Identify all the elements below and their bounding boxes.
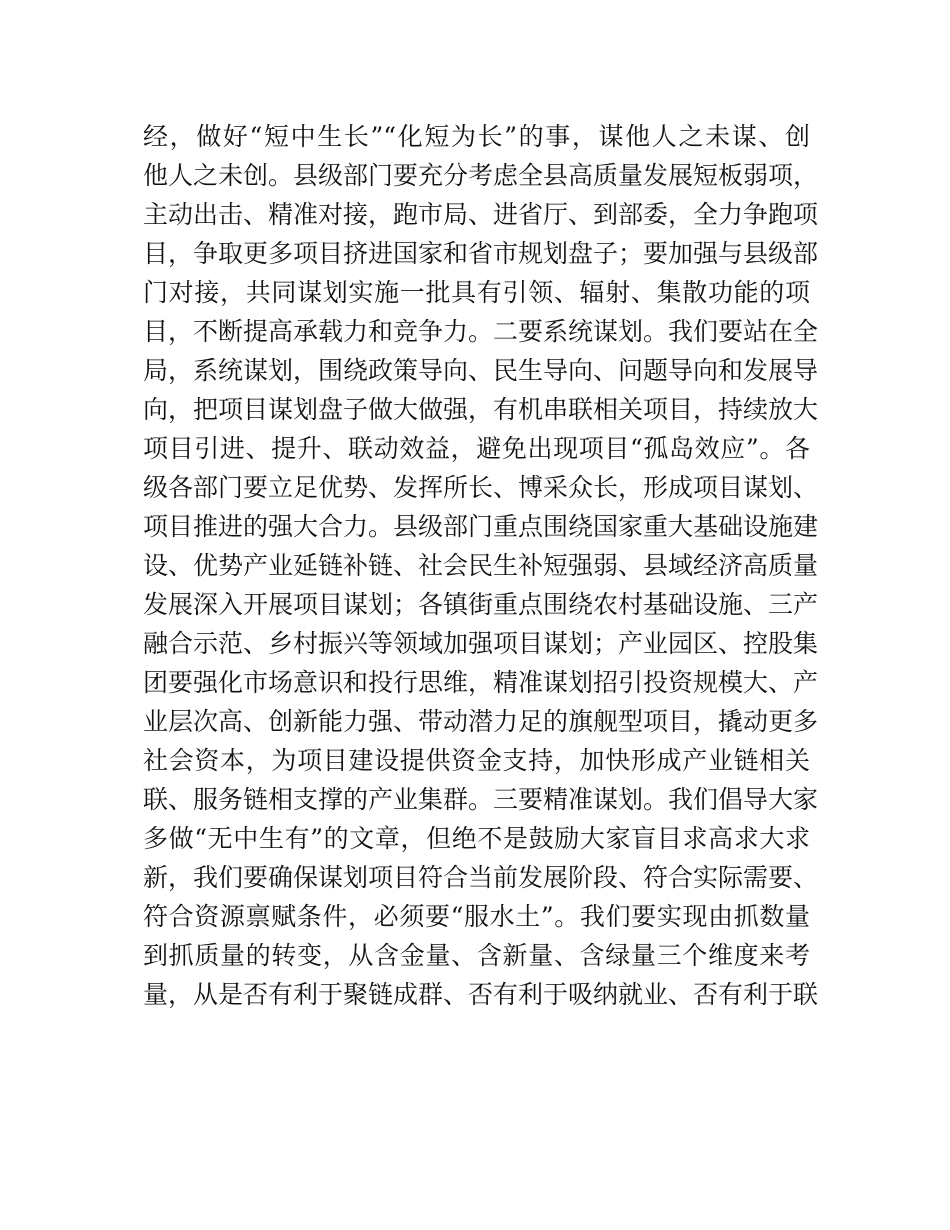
text-line: 项目推进的强大合力。县级部门重点围绕国家重大基础设施建 [143,512,819,541]
text-line: 设、优势产业延链补链、社会民生补短强弱、县域经济高质量 [143,551,819,580]
text-line: 多做“无中生有”的文章，但绝不是鼓励大家盲目求高求大求 [143,824,810,853]
text-line: 经，做好“短中生长”“化短为长”的事，谋他人之未谋、创 [143,122,810,151]
text-line: 级各部门要立足优势、发挥所长、博采众长，形成项目谋划、 [143,473,819,502]
text-line: 他人之未创。县级部门要充分考虑全县高质量发展短板弱项， [143,161,819,190]
text-line: 业层次高、创新能力强、带动潜力足的旗舰型项目，撬动更多 [143,707,819,736]
text-line: 目，不断提高承载力和竞争力。二要系统谋划。我们要站在全 [143,317,819,346]
body-paragraph [143,117,823,1014]
text-line: 新，我们要确保谋划项目符合当前发展阶段、符合实际需要、 [143,863,819,892]
text-line: 团要强化市场意识和投行思维，精准谋划招引投资规模大、产 [143,668,819,697]
text-line: 项目引进、提升、联动效益，避免出现项目“孤岛效应”。各 [143,434,810,463]
text-line: 局，系统谋划，围绕政策导向、民生导向、问题导向和发展导 [143,356,819,385]
text-line: 社会资本，为项目建设提供资金支持，加快形成产业链相关 [143,746,810,775]
text-line: 到抓质量的转变，从含金量、含新量、含绿量三个维度来考 [143,941,810,970]
text-line: 门对接，共同谋划实施一批具有引领、辐射、集散功能的项 [143,278,810,307]
text-line: 目，争取更多项目挤进国家和省市规划盘子；要加强与县级部 [143,239,819,268]
text-line: 主动出击、精准对接，跑市局、进省厅、到部委，全力争跑项 [143,200,819,229]
text-line: 量，从是否有利于聚链成群、否有利于吸纳就业、否有利于联 [143,980,819,1009]
text-line: 联、服务链相支撑的产业集群。三要精准谋划。我们倡导大家 [143,785,819,814]
text-line: 融合示范、乡村振兴等领域加强项目谋划；产业园区、控股集 [143,629,819,658]
text-line: 向，把项目谋划盘子做大做强，有机串联相关项目，持续放大 [143,395,819,424]
text-line: 符合资源禀赋条件，必须要“服水土”。我们要实现由抓数量 [143,902,810,931]
text-line: 发展深入开展项目谋划；各镇街重点围绕农村基础设施、三产 [143,590,819,619]
